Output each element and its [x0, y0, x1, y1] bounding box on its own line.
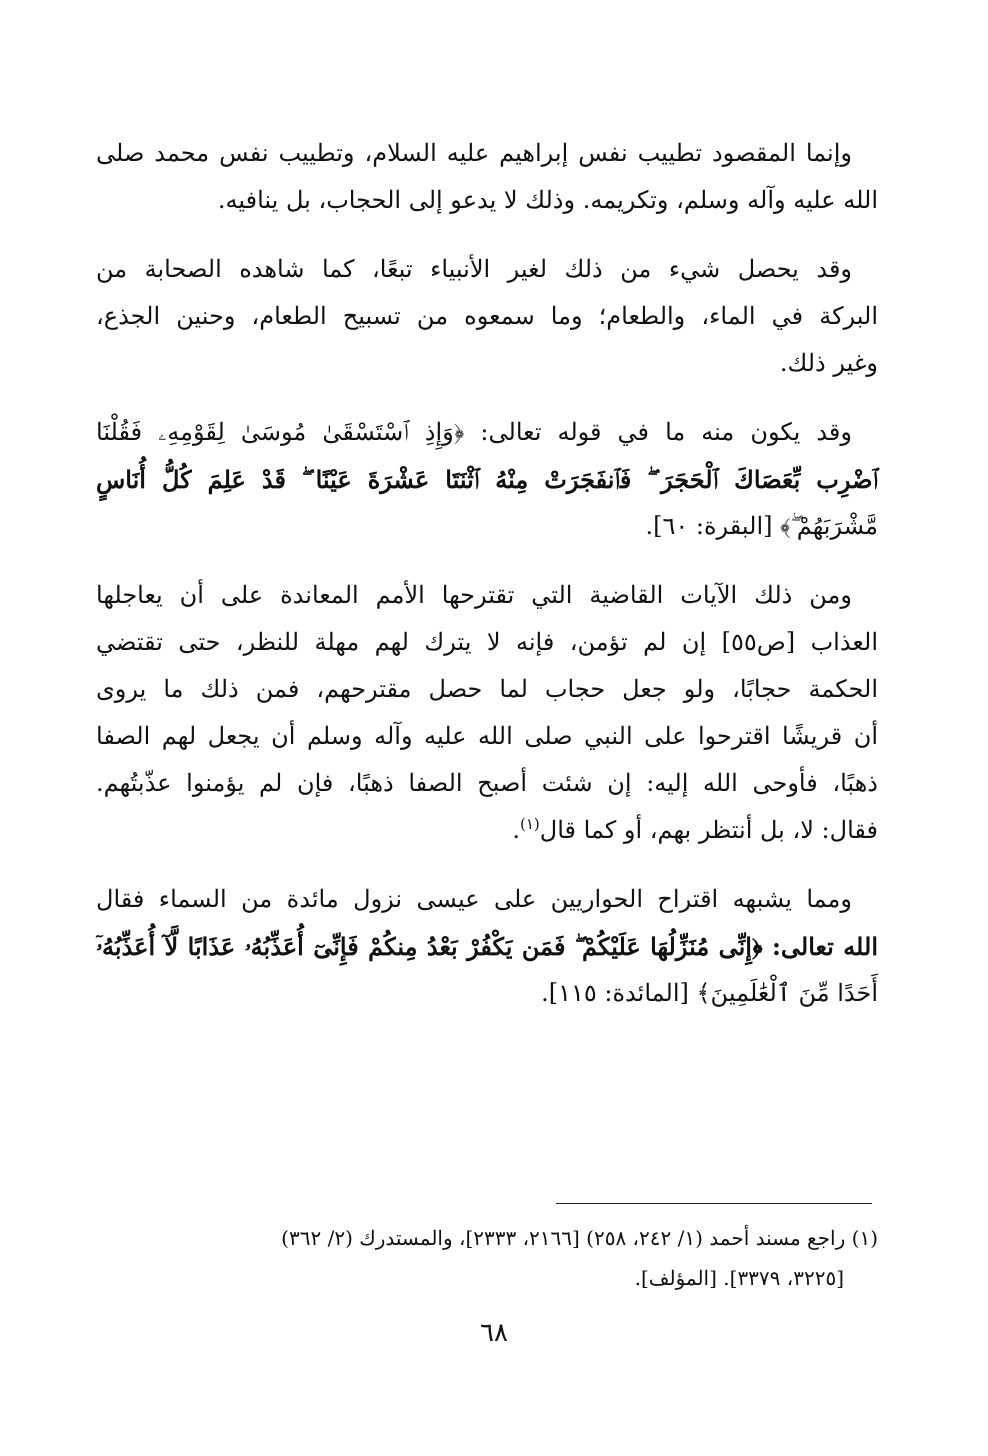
text-line: البركة في الماء، والطعام؛ وما سمعوه من تسبيح الطعام، وحنين الجذع، [96, 302, 878, 330]
quran-citation-line: مَّشْرَبَهُمْ ۖ﴾ [البقرة: ٦٠]. [645, 512, 878, 540]
text-line: أن قريشًا اقترحوا على النبي صلى الله عليه وآله وسلم أن يجعل لهم الصفا [96, 722, 878, 750]
text-line: الحكمة حجابًا، ولو جعل حجاب لما حصل مقترحهم، فمن ذلك ما يروى [96, 675, 878, 703]
text-line-with-footnote [96, 807, 878, 854]
paragraph-1 [96, 130, 878, 224]
text-line: ومما يشبهه اقتراح الحواريين على عيسى نزول مائدة من السماء فقال [96, 885, 852, 913]
text-line: وغير ذلك. [779, 349, 878, 377]
main-text [96, 130, 878, 1039]
footnote-divider [556, 1203, 872, 1204]
page-number: ٦٨ [480, 1318, 508, 1348]
text-line: وقد يحصل شيء من ذلك لغير الأنبياء تبعًا، كما شاهده الصحابة من [96, 255, 853, 283]
quran-verse-line: الله تعالى: ﴿إِنِّى مُنَزِّلُهَا عَلَيْكُمْ ۖ فَمَن يَكْفُرْ بَعْدُ مِنكُمْ فَإِنِّىٓ أُعَذِّبُهُۥ عَذَابًا لَّآ أُعَذِّبُهُۥٓ [96, 932, 878, 961]
footnote-line: (١) راجع مسند أحمد (١/ ٢٤٢، ٢٥٨) [٢١٦٦، ٢٣٣٣]، والمستدرك (٢/ ٣٦٢) [281, 1226, 878, 1250]
text-line: ومن ذلك الآيات القاضية التي تقترحها الأمم المعاندة على أن يعاجلها [96, 581, 853, 609]
footnotes [96, 1218, 878, 1298]
text-line: وقد يكون منه ما في قوله تعالى: ﴿وَإِذِ ٱسْتَسْقَىٰ مُوسَىٰ لِقَوْمِهِۦ فَقُلْنَا [96, 418, 852, 446]
quran-verse-line: ٱضْرِب بِّعَصَاكَ ٱلْحَجَرَ ۖ فَٱنفَجَرَتْ مِنْهُ ٱثْنَتَا عَشْرَةَ عَيْنًا ۖ قَدْ عَلِمَ كُلُّ أُنَاسٍ [96, 465, 878, 494]
quran-citation-line: أَحَدًا مِّنَ ٱلْعَٰلَمِينَ﴾ [المائدة: ١١٥]. [541, 979, 878, 1007]
text-segment: . [512, 816, 520, 844]
paragraph-5 [96, 876, 878, 1017]
paragraph-2 [96, 246, 878, 387]
text-line: ذهبًا، فأوحى الله إليه: إن شئت أصبح الصفا ذهبًا، فإن لم يؤمنوا عذّبتُهم. [96, 769, 878, 797]
paragraph-3 [96, 409, 878, 550]
paragraph-4 [96, 572, 878, 854]
footnote-marker[interactable]: (١) [520, 815, 540, 833]
footnote-line: [٣٢٢٥، ٣٣٧٩]. [المؤلف]. [634, 1266, 844, 1290]
text-line: الله عليه وآله وسلم، وتكريمه. وذلك لا يدعو إلى الحجاب، بل ينافيه. [217, 186, 878, 214]
text-segment: فقال: لا، بل أنتظر بهم، أو كما قال [539, 816, 878, 844]
text-line: العذاب [ص٥٥] إن لم تؤمن، فإنه لا يترك لهم مهلة للنظر، حتى تقتضي [96, 628, 878, 656]
text-line: وإنما المقصود تطييب نفس إبراهيم عليه السلام، وتطييب نفس محمد صلى [96, 139, 852, 167]
